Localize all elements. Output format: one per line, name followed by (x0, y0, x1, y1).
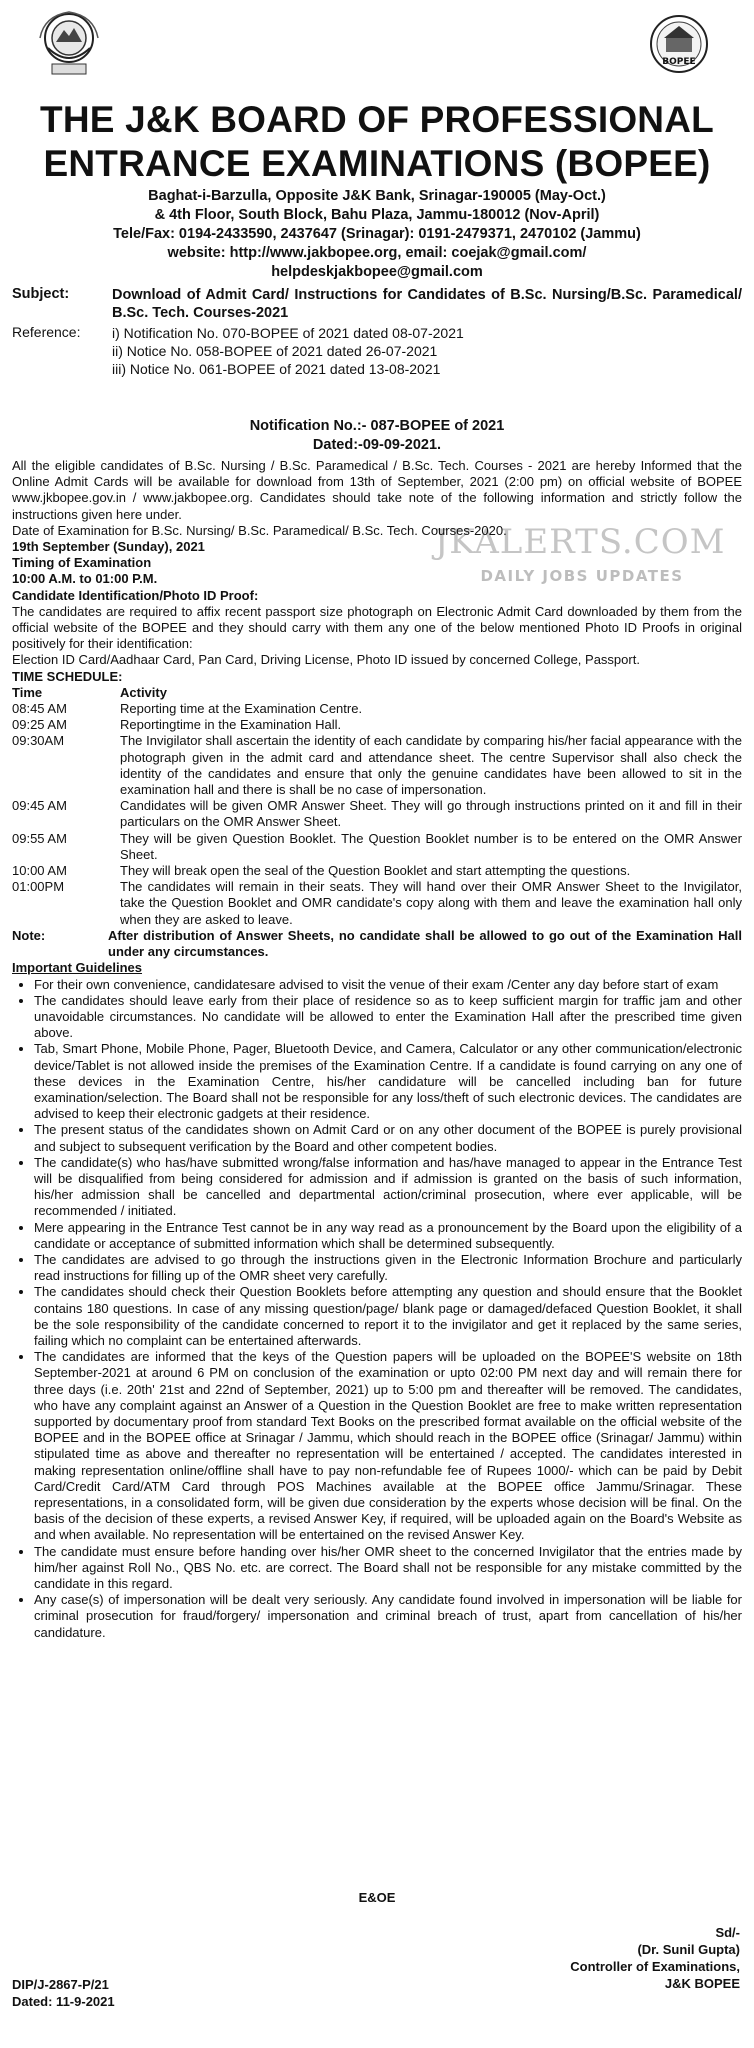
id-proof-paragraph: The candidates are required to affix recent passport size photograph on Electronic Admit Card downloaded by them from the official website of the BOPEE and they should carry with them any one of the below mentioned Photo ID Proofs in original positively for their identification: (12, 603, 742, 652)
watermark-site: JKALERTS.COM (434, 522, 726, 562)
intro-paragraph: All the eligible candidates of B.Sc. Nursing / B.Sc. Paramedical / B.Sc. Tech. Courses - 2021 are hereby Informed that the Online Admit Cards will be available for download from 13th of September, 2021 (2:00 pm) on official website of BOPEE www.jkbopee.gov.in / www.jakbopee.org. Candidates should take note of the following information and strictly follow the instructions given here under. (12, 458, 742, 522)
reference-item: i) Notification No. 070-BOPEE of 2021 dated 08-07-2021 (112, 325, 464, 341)
telefax-line: Tele/Fax: 0194-2433590, 2437647 (Srinagar): 0191-2479371, 2470102 (Jammu) (113, 226, 641, 242)
list-item: • Any case(s) of impersonation will be dealt very seriously. Any candidate found involved in impersonation will be liable for criminal prosecution for fraud/forgery/ impersonation and criminal breach of trust, apart from cancellation of his/her candidature. (34, 1592, 742, 1641)
subject-text: Download of Admit Card/ Instructions for Candidates of B.Sc. Nursing/B.Sc. Paramedical/ B.Sc. Tech. Courses-2021 (112, 287, 742, 321)
schedule-activity: Candidates will be given OMR Answer Sheet. They will go through instructions printed on it and fill in their particulars on the OMR Answer Sheet. (120, 798, 742, 830)
schedule-activity: The candidates will remain in their seats. They will hand over their OMR Answer Sheet to the Invigilator, take the Question Booklet and OMR candidate's copy along with them and leave the examination hall only when they are asked to leave. (120, 879, 742, 927)
schedule-row (12, 717, 742, 733)
schedule-time: 09:55 AM (12, 830, 67, 846)
bopee-logo-icon (644, 8, 714, 84)
schedule-row (12, 701, 742, 717)
reference-item: ii) Notice No. 058-BOPEE of 2021 dated 26-07-2021 (112, 343, 438, 359)
note-text: After distribution of Answer Sheets, no candidate shall be allowed to go out of the Examination Hall under any circumstances. (108, 927, 742, 960)
schedule-row (12, 798, 742, 830)
list-item: • The candidates should check their Question Booklets before attempting any question and should ensure that the Booklet contains 180 questions. In case of any missing question/page/ blank page or damaged/defaced Question Booklet, it shall be the sole responsibility of the candidate concerned to report it to the invigilator and get it replaced by the same series, failing which no complaint can be entertained afterwards. (34, 1284, 742, 1349)
schedule-label: TIME SCHEDULE: (12, 668, 123, 684)
schedule-time: 09:45 AM (12, 798, 67, 814)
schedule-activity: They will be given Question Booklet. The Question Booklet number is to be entered on the OMR Answer Sheet. (120, 830, 742, 862)
schedule-activity: Reportingtime in the Examination Hall. (120, 717, 342, 733)
helpdesk-email: helpdeskjakbopee@gmail.com (271, 264, 483, 280)
list-item: • For their own convenience, candidatesare advised to visit the venue of their exam /Center any day before start of exam (34, 977, 742, 993)
timing-label: Timing of Examination (12, 555, 152, 571)
note-label: Note: (12, 927, 46, 943)
list-item: • The candidate(s) who has/have submitted wrong/false information and has/have managed to appear in the Entrance Test will be disqualified from being considered for admission and if admission is granted on the basis of such information, his/her admission shall be cancelled and departmental action/criminal prosecution, where ever applicable, will be recommended / initiated. (34, 1155, 742, 1220)
address-line2: & 4th Floor, South Block, Bahu Plaza, Jammu-180012 (Nov-April) (154, 207, 600, 223)
jk-emblem-icon (34, 8, 104, 84)
exam-date: 19th September (Sunday), 2021 (12, 539, 205, 555)
schedule-time: 09:25 AM (12, 717, 67, 733)
dip-date: Dated: 11-9-2021 (12, 1994, 115, 2009)
schedule-row (12, 863, 742, 879)
schedule-col-activity: Activity (120, 684, 167, 700)
schedule-row (12, 733, 742, 798)
signatory-designation: Controller of Examinations, (570, 1959, 740, 1974)
exam-date-line: Date of Examination for B.Sc. Nursing/ B.Sc. Paramedical/ B.Sc. Tech. Courses-2020. (12, 522, 507, 538)
notice-body (12, 458, 742, 1641)
reference-label: Reference: (12, 324, 81, 340)
watermark-tagline: DAILY JOBS UPDATES (480, 567, 684, 585)
schedule-time: 10:00 AM (12, 863, 67, 879)
website-line: website: http://www.jakbopee.org, email: coejak@gmail.com/ (167, 245, 587, 261)
schedule-activity: The Invigilator shall ascertain the identity of each candidate by comparing his/her facial appearance with the photograph given in the admit card and attendance sheet. The centre Supervisor shall also check the identity of the candidates and ensure that only the genuine candidates have been allowed to sit in the examination hall and there is shall be no case of impersonation. (120, 733, 742, 798)
reference-row (12, 324, 742, 378)
signature-block (570, 1924, 740, 1992)
guidelines-list (12, 977, 742, 1641)
bopee-logo-text: BOPEE (662, 57, 696, 67)
signatory-org: J&K BOPEE (664, 1976, 740, 1991)
reference-item: iii) Notice No. 061-BOPEE of 2021 dated 13-08-2021 (112, 361, 441, 377)
schedule-row (12, 831, 742, 863)
list-item: • The candidates are advised to go through the instructions given in the Electronic Information Brochure and particularly read instructions for filling up of the OMR sheet very carefully. (34, 1252, 742, 1284)
list-item: • The present status of the candidates shown on Admit Card or on any other document of the BOPEE is purely provisional and subject to subsequent verification by the Board and other competent bodies. (34, 1122, 742, 1154)
id-proof-list: Election ID Card/Aadhaar Card, Pan Card, Driving License, Photo ID issued by concerned College, Passport. (12, 652, 640, 668)
schedule-time: 01:00PM (12, 879, 65, 895)
signatory-name: (Dr. Sunil Gupta) (637, 1942, 740, 1957)
note-row (12, 928, 742, 960)
guidelines-label: Important Guidelines (12, 960, 143, 976)
schedule-header (12, 685, 742, 701)
schedule-time: 08:45 AM (12, 701, 67, 717)
subject-row (12, 286, 742, 322)
subject-label: Subject: (12, 286, 70, 302)
address-line1: Baghat-i-Barzulla, Opposite J&K Bank, Srinagar-190005 (May-Oct.) (148, 188, 606, 204)
list-item: • The candidates should leave early from their place of residence so as to keep sufficient margin for traffic jam and other unavoidable circumstances. No candidate will be allowed to enter the Examination Hall after the prescribed time given above. (34, 993, 742, 1042)
schedule-activity: They will break open the seal of the Question Booklet and start attempting the questions. (120, 863, 631, 879)
schedule-row (12, 879, 742, 928)
notification-number: Notification No.:- 087-BOPEE of 2021 (249, 418, 505, 434)
eoe-mark: E&OE (358, 1890, 396, 1905)
timing-value: 10:00 A.M. to 01:00 P.M. (12, 571, 158, 587)
schedule-time: 09:30AM (12, 733, 65, 749)
schedule-activity: Reporting time at the Examination Centre. (120, 701, 363, 717)
schedule-col-time: Time (12, 684, 43, 700)
dip-number: DIP/J-2867-P/21 (12, 1977, 109, 1992)
notification-date: Dated:-09-09-2021. (312, 437, 442, 453)
board-title-line1: THE J&K BOARD OF PROFESSIONAL (40, 99, 714, 140)
list-item: • The candidate must ensure before handing over his/her OMR sheet to the concerned Invigilator that the entries made by him/her against Roll No., QBS No. etc. are correct. The Board shall not be responsible for any mistake committed by the candidate in this regard. (34, 1544, 742, 1593)
list-item: • Tab, Smart Phone, Mobile Phone, Pager, Bluetooth Device, and Camera, Calculator or any other communication/electronic device/Tablet is not allowed inside the premises of the Examination Centre. If a candidate is found carrying on any one of these devices in the Examination Centre, his/her candidature will be cancelled including ban for future examination/selection. The Board shall not be responsible for any loss/theft of such electronic devices. The candidates are advised to keep their electronic gadgets at their residence. (34, 1041, 742, 1122)
board-title-line2: ENTRANCE EXAMINATIONS (BOPEE) (43, 143, 711, 184)
dip-block (12, 1976, 115, 2010)
list-item: • Mere appearing in the Entrance Test cannot be in any way read as a pronouncement by the Board upon the eligibility of a candidate or acceptance of submitted information which shall be determined subsequently. (34, 1220, 742, 1252)
id-proof-label: Candidate Identification/Photo ID Proof: (12, 587, 259, 603)
signed-mark: Sd/- (715, 1925, 740, 1940)
reference-list (112, 324, 464, 378)
list-item: • The candidates are informed that the keys of the Question papers will be uploaded on the BOPEE'S website on 18th September-2021 at around 6 PM on conclusion of the examination or upto 02:00 PM next day and will remain there for three days (i.e. 20th' 21st and 22nd of September, 2021) up to 5:00 pm and thereafter will be removed. The candidates, who have any complaint against an Answer of a Question in the Question Booklet are free to make written representation supported by documentary proof from standard Text Books on the prescribed format available on the official website of the BOPEE and in the BOPEE office at Srinagar / Jammu, which should reach in the BOPEE office (Srinagar/ Jammu) within stipulated time as above and thereafter no representation will be entertained / accepted. The candidates interested in making representation online/offline shall have to pay non-refundable fee of Rupees 1000/- which can be paid by Debit Card/Credit Card/ATM Card through POS Machines available at the BOPEE office Jammu/Srinagar. These representations, in a consolidated form, will be given due consideration by the experts whose decision will be final. On the basis of the decision of these experts, a revised Answer Key, if required, will be uploaded again on the Board's Website as and when available. No representation will be entertained on the revised Answer Key. (34, 1349, 742, 1543)
